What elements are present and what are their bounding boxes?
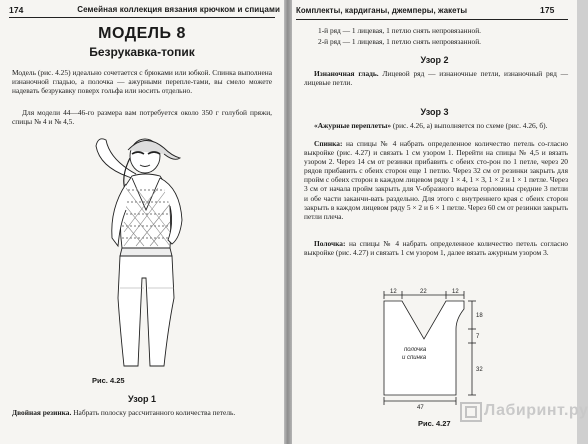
- figure-caption-left: Рис. 4.25: [92, 376, 125, 385]
- pattern2-text: Лицевой ряд — изнаночные петли, изнаночный ряд — лицевые петли.: [304, 69, 568, 88]
- pattern2-paragraph: [304, 69, 568, 87]
- pattern-diagram: [380, 287, 500, 417]
- watermark: Лабиринт.ру: [484, 402, 588, 419]
- pattern2-lead: Изнаночная гладь.: [314, 69, 379, 78]
- model-illustration: [40, 128, 250, 368]
- pattern1-lead: Двойная резинка.: [12, 408, 72, 417]
- back-text: на спицы № 4 набрать определенное количество петель со-гласно выкройке (рис. 4.27) и связать 1 см узором 1. Перейти на спицы № 4,5 и вязать узором 2. Через 14 см от резинки прибавить с обеих сто-рон по 1 петле, через 20 рядов прибавить с обеих сторон еще 1 петлю. Через 32 см от резинки закрыть для пройм с обеих сторон в каждом лицевом ряду 1 × 4, 1 × 3, 1 × 2 и 1 × 1 петле. Через 3 см от начала пройм закрыть для V-образного выреза горловины средние 3 петли и обе части заканчи-вать раздельно. Для этого с внутреннего края с обеих сторон закрыть в каждом лицевом ряду 5 × 2 и 6 × 1 петле. Через 60 см от резинки закрыть петли плеча.: [304, 139, 568, 221]
- page-number-left: 174: [9, 5, 24, 15]
- materials-paragraph: Для модели 44—46-го размера вам потребуется около 350 г голубой пряжи, спицы № 4 и № 4,5.: [12, 108, 272, 127]
- dim-bottom: 47: [417, 405, 424, 411]
- pattern1-text: Набрать полоску рассчитанного количества петель.: [71, 408, 236, 417]
- back-lead: Спинка:: [314, 139, 343, 148]
- dim-right-low: 32: [476, 367, 483, 373]
- running-head-right: Комплекты, кардиганы, джемперы, жакеты: [296, 6, 468, 15]
- figure-caption-right: Рис. 4.27: [418, 419, 451, 428]
- header-rule-left: [9, 17, 275, 18]
- diagram-label-line1: полочка: [404, 347, 427, 353]
- back-paragraph: [304, 139, 568, 221]
- header-rule-right: [296, 19, 568, 20]
- dim-right-mid: 7: [476, 334, 480, 340]
- running-head-left: Семейная коллекция вязания крючком и спицами: [77, 5, 280, 14]
- dim-top-left: 12: [390, 289, 397, 295]
- pattern3-lead: «Ажурные переплеты»: [314, 121, 392, 130]
- diagram-label-line2: и спинка: [402, 355, 427, 361]
- left-page: [0, 0, 284, 444]
- pattern3-text: (рис. 4.26, а) выполняется по схеме (рис. 4.26, б).: [391, 121, 548, 130]
- intro-paragraph: Модель (рис. 4.25) идеально сочетается с брюками или юбкой. Спинка выполнена изнаночной гладью, а полочка — ажурными перепле-тами, вы смело можете надевать безрукавку поверх гольфа или носить отдельно.: [12, 68, 272, 96]
- model-subtitle: Безрукавка-топик: [89, 45, 195, 59]
- page-number-right: 175: [540, 5, 555, 15]
- labyrinth-logo-icon: [460, 402, 482, 422]
- front-text: на спицы № 4 набрать определенное количество петель согласно выкройке (рис. 4.27) и связать 1 см узором 1, далее вязать ажурным узором 3.: [304, 239, 568, 258]
- pattern1-title: Узор 1: [128, 394, 156, 404]
- pattern3-title: Узор 3: [420, 107, 449, 117]
- dim-top-mid: 22: [420, 289, 427, 295]
- pattern3-paragraph: [304, 121, 568, 130]
- pattern2-title: Узор 2: [420, 55, 449, 65]
- right-page: [292, 0, 588, 444]
- pattern1-paragraph: [12, 408, 274, 417]
- rows-line-2: 2-й ряд — 1 лицевая, 1 петлю снять непровязанной.: [318, 37, 482, 46]
- dim-right-top: 18: [476, 313, 483, 319]
- model-title: МОДЕЛЬ 8: [98, 25, 186, 42]
- front-lead: Полочка:: [314, 239, 346, 248]
- dim-top-right: 12: [452, 289, 459, 295]
- book-gutter: [284, 0, 292, 444]
- rows-line-1: 1-й ряд — 1 лицевая, 1 петлю снять непровязанной.: [318, 26, 482, 35]
- front-paragraph: [304, 239, 568, 257]
